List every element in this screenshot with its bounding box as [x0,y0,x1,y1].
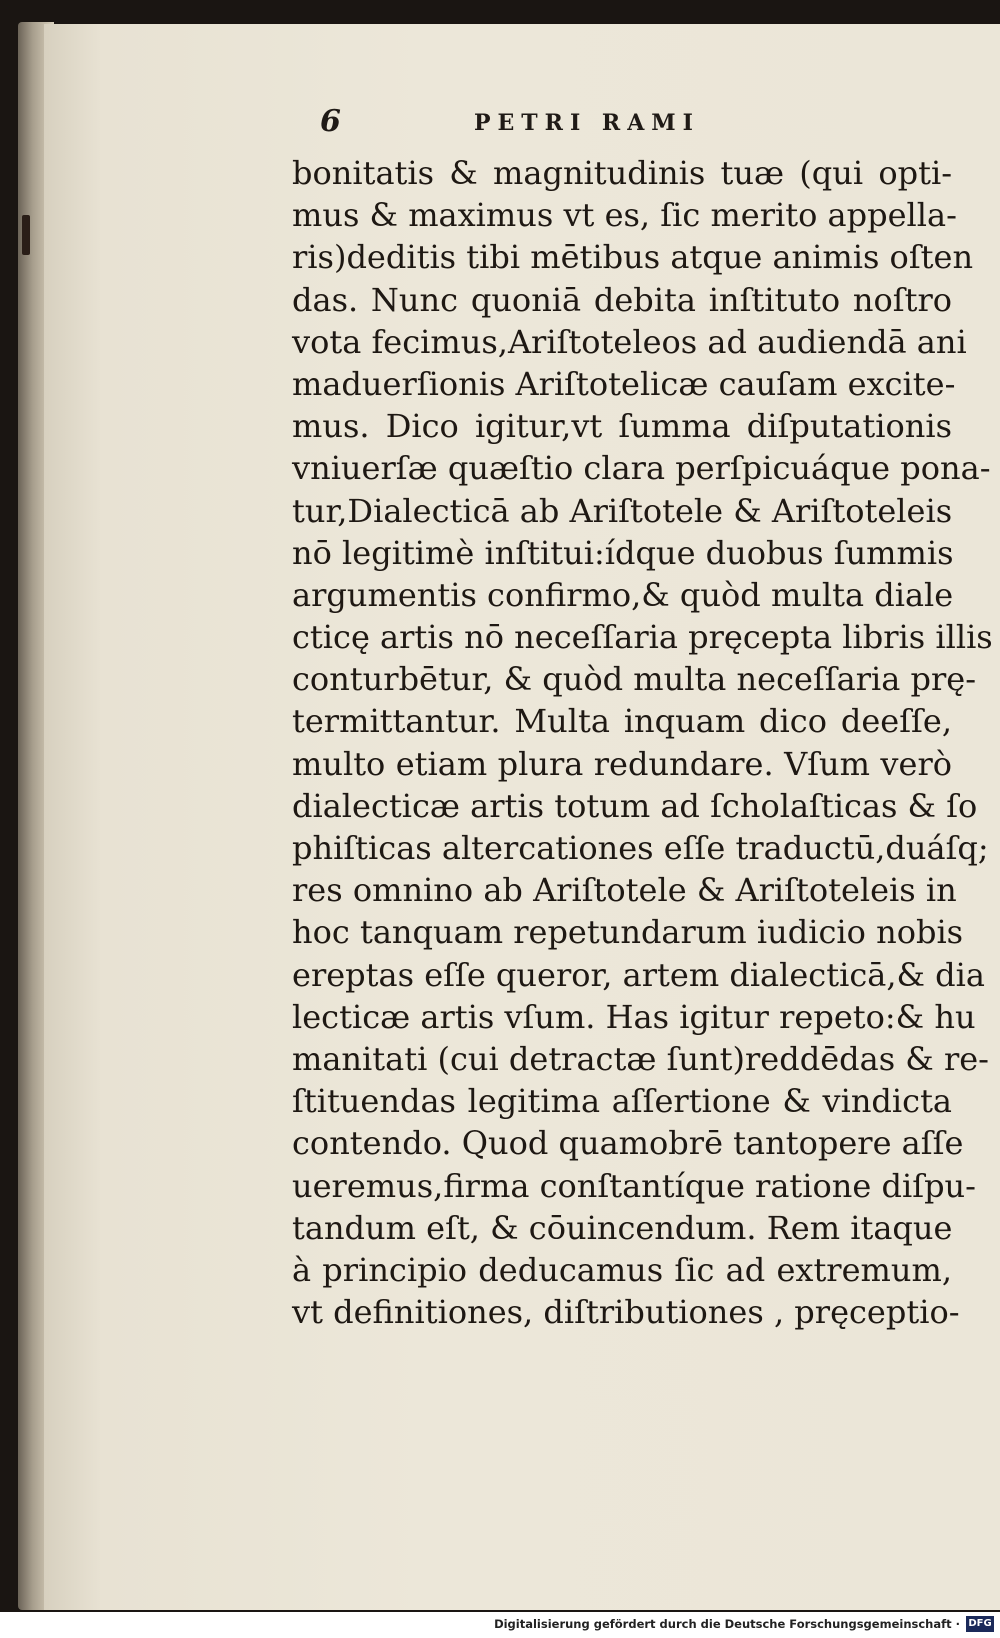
text-line: ueremus,firma conſtantíque ratione diſpu- [292,1166,976,1205]
text-line: ſtituendas legitima aſſertione & vindicta [292,1082,952,1121]
text-line: ris)deditis tibi mētibus atque animis oſten [292,238,974,277]
text-line: maduerſionis Ariſtotelicæ cauſam excite- [292,364,956,403]
text-line: nō legitimè inſtitui:ídque duobus ſummis [292,533,954,572]
funding-credit: Digitalisierung gefördert durch die Deutsche Forschungsgemeinschaft · [494,1617,960,1631]
text-line: res omnino ab Ariſtotele & Ariſtoteleis in [292,871,957,910]
text-line: tur,Dialecticā ab Ariſtotele & Ariſtoteleis [292,491,953,530]
text-line: phiſticas altercationes eſſe traductū,duáſq; [292,829,989,867]
text-line: das. Nunc quoniā debita inſtituto noſtro [292,280,952,319]
running-head [314,104,764,144]
dfg-logo: DFG [966,1616,994,1632]
text-line: termittantur. Multa inquam dico deeſſe, [292,702,952,741]
text-line: conturbētur, & quòd multa neceſſaria prę- [292,660,977,699]
text-line: vt definitiones, diſtributiones , pręceptio- [292,1293,960,1332]
text-line: cticę artis nō neceſſaria pręcepta libris illis [292,618,993,657]
text-line: manitati (cui detractæ ſunt)reddēdas & re- [292,1039,989,1078]
text-line: lecticæ artis vſum. Has igitur repeto:& hu [292,997,976,1036]
text-line: ereptas eſſe queror, artem dialecticā,& dia [292,955,985,994]
text-line: tandum eſt, & cōuincendum. Rem itaque [292,1208,953,1247]
text-line: mus & maximus vt es, ſic merito appella- [292,196,957,235]
text-line: mus. Dico igitur,vt ſumma diſputationis [292,407,952,446]
text-line: vniuerſæ quæſtio clara perſpicuáque pona- [292,449,991,488]
body-text [292,152,993,1333]
text-line: hoc tanquam repetundarum iudicio nobis [292,913,964,952]
text-line: contendo. Quod quamobrē tantopere aſſe [292,1124,964,1163]
page-number: 6 [320,104,341,139]
text-line: bonitatis & magnitudinis tuæ (qui opti- [292,154,952,192]
footer-bar [0,1612,1000,1638]
text-line: dialecticæ artis totum ad ſcholaſticas & ſo [292,786,978,825]
text-line: vota fecimus,Ariſtoteleos ad audiendā ani [292,322,967,361]
book-page [44,24,1000,1610]
text-line: argumentis confirmo,& quòd multa diale [292,575,954,614]
running-head-title: PETRI RAMI [474,110,700,136]
binding-mark [22,215,30,255]
text-line: multo etiam plura redundare. Vſum verò [292,744,952,783]
text-line: à principio deducamus ſic ad extremum, [292,1250,952,1289]
